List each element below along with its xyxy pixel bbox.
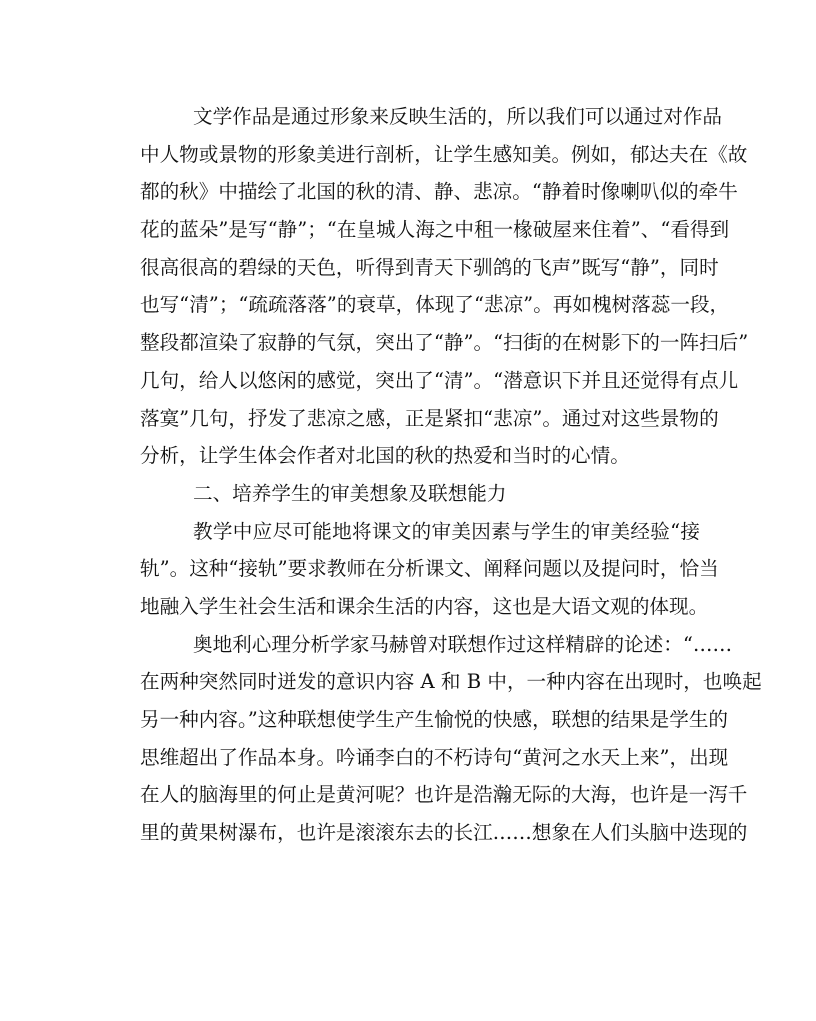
text-line: 花的蓝朵”是写“静”；“在皇城人海之中租一椽破屋来住着”、“看得到 xyxy=(140,218,730,242)
text-line: 整段都渲染了寂静的气氛，突出了“静”。“扫街的在树影下的一阵扫后” xyxy=(140,331,749,355)
text-line: 落寞”几句，抒发了悲凉之感，正是紧扣“悲凉”。通过对这些景物的 xyxy=(140,406,719,430)
text-line: 几句，给人以悠闲的感觉，突出了“清”。“潜意识下并且还觉得有点儿 xyxy=(140,368,739,392)
text-line: 另一种内容。”这种联想使学生产生愉悦的快感，联想的结果是学生的 xyxy=(140,708,729,731)
section-heading: 二、培养学生的审美想象及联想能力 xyxy=(193,481,507,505)
text-line: 在两种突然同时迸发的意识内容 A 和 B 中，一种内容在出现时，也唤起 xyxy=(140,670,762,694)
text-line: 教学中应尽可能地将课文的审美因素与学生的审美经验“接 xyxy=(193,519,700,543)
text-line: 文学作品是通过形象来反映生活的，所以我们可以通过对作品 xyxy=(193,105,723,128)
text-line: 中人物或景物的形象美进行剖析，让学生感知美。例如，郁达夫在《故 xyxy=(140,142,748,166)
text-line: 很高很高的碧绿的天色，听得到青天下驯鸽的飞声”既写“静”，同时 xyxy=(140,255,719,279)
text-line: 分析，让学生体会作者对北国的秋的热爱和当时的心情。 xyxy=(140,444,630,468)
text-line: 在人的脑海里的何止是黄河呢？也许是浩瀚无际的大海，也许是一泻千 xyxy=(140,783,748,807)
text-line: 思维超出了作品本身。吟诵李白的不朽诗句“黄河之水天上来”，出现 xyxy=(140,745,729,769)
text-line: 都的秋》中描绘了北国的秋的清、静、悲凉。“静着时像喇叭似的牵牛 xyxy=(140,180,738,204)
text-line: 地融入学生社会生活和课余生活的内容，这也是大语文观的体现。 xyxy=(140,594,709,618)
text-line: 里的黄果树瀑布，也许是滚滚东去的长江……想象在人们头脑中迭现的 xyxy=(140,821,748,845)
text-line: 轨”。这种“接轨”要求教师在分析课文、阐释问题以及提问时，恰当 xyxy=(140,557,719,581)
text-line: 也写“清”；“疏疏落落”的衰草，体现了“悲凉”。再如槐树落蕊一段， xyxy=(140,293,730,317)
text-line: 奥地利心理分析学家马赫曾对联想作过这样精辟的论述：“…… xyxy=(193,632,733,656)
body-text xyxy=(140,98,762,852)
